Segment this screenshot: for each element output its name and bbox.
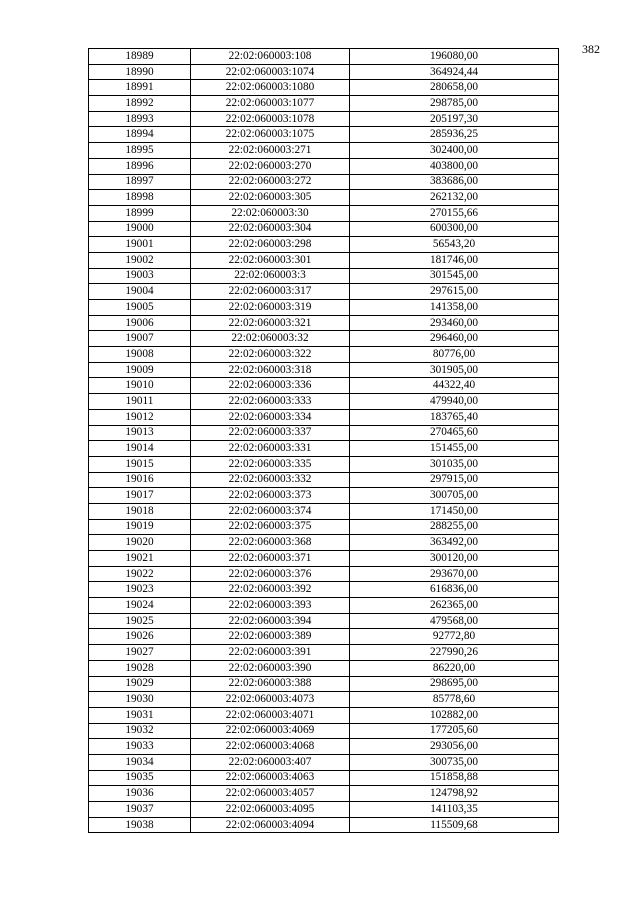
cadastral-number-cell: 22:02:060003:4073 (191, 692, 350, 708)
row-number-cell: 19034 (89, 754, 191, 770)
row-number-cell: 19022 (89, 566, 191, 582)
cadastral-number-cell: 22:02:060003:4069 (191, 723, 350, 739)
cadastral-value-cell: 115509,68 (350, 817, 559, 833)
row-number-cell: 19010 (89, 378, 191, 394)
table-row (89, 754, 559, 770)
cadastral-value-cell: 363492,00 (350, 535, 559, 551)
cadastral-number-cell: 22:02:060003:368 (191, 535, 350, 551)
cadastral-number-cell: 22:02:060003:4063 (191, 770, 350, 786)
row-number-cell: 19009 (89, 362, 191, 378)
row-number-cell: 19021 (89, 551, 191, 567)
table-row (89, 221, 559, 237)
cadastral-value-cell: 300705,00 (350, 488, 559, 504)
cadastral-value-cell: 383686,00 (350, 174, 559, 190)
cadastral-value-cell: 298785,00 (350, 96, 559, 112)
row-number-cell: 19000 (89, 221, 191, 237)
table-row (89, 802, 559, 818)
cadastral-number-cell: 22:02:060003:371 (191, 551, 350, 567)
cadastral-value-cell: 44322,40 (350, 378, 559, 394)
table-row (89, 252, 559, 268)
cadastral-value-cell: 56543,20 (350, 237, 559, 253)
cadastral-value-cell: 300735,00 (350, 754, 559, 770)
cadastral-number-cell: 22:02:060003:4071 (191, 707, 350, 723)
table-row (89, 535, 559, 551)
row-number-cell: 19008 (89, 347, 191, 363)
row-number-cell: 18992 (89, 96, 191, 112)
cadastral-value-cell: 301035,00 (350, 456, 559, 472)
cadastral-number-cell: 22:02:060003:271 (191, 143, 350, 159)
cadastral-value-cell: 151455,00 (350, 441, 559, 457)
table-row (89, 441, 559, 457)
table-row (89, 237, 559, 253)
cadastral-number-cell: 22:02:060003:298 (191, 237, 350, 253)
cadastral-number-cell: 22:02:060003:32 (191, 331, 350, 347)
cadastral-value-cell: 293460,00 (350, 315, 559, 331)
cadastral-number-cell: 22:02:060003:393 (191, 598, 350, 614)
table-row (89, 96, 559, 112)
row-number-cell: 18990 (89, 64, 191, 80)
row-number-cell: 19004 (89, 284, 191, 300)
cadastral-value-cell: 301545,00 (350, 268, 559, 284)
row-number-cell: 19032 (89, 723, 191, 739)
cadastral-value-cell: 298695,00 (350, 676, 559, 692)
row-number-cell: 19026 (89, 629, 191, 645)
cadastral-value-cell: 270155,66 (350, 205, 559, 221)
cadastral-number-cell: 22:02:060003:373 (191, 488, 350, 504)
cadastral-value-cell: 141103,35 (350, 802, 559, 818)
cadastral-value-cell: 227990,26 (350, 645, 559, 661)
table-row (89, 645, 559, 661)
cadastral-value-cell: 479568,00 (350, 613, 559, 629)
table-row (89, 598, 559, 614)
table-row (89, 64, 559, 80)
cadastral-number-cell: 22:02:060003:3 (191, 268, 350, 284)
cadastral-number-cell: 22:02:060003:1078 (191, 111, 350, 127)
cadastral-value-cell: 124798,92 (350, 786, 559, 802)
table-row (89, 268, 559, 284)
table-row (89, 707, 559, 723)
cadastral-value-cell: 285936,25 (350, 127, 559, 143)
table-row (89, 158, 559, 174)
row-number-cell: 19002 (89, 252, 191, 268)
cadastral-number-cell: 22:02:060003:392 (191, 582, 350, 598)
table-row (89, 472, 559, 488)
cadastral-number-cell: 22:02:060003:30 (191, 205, 350, 221)
row-number-cell: 18999 (89, 205, 191, 221)
row-number-cell: 19031 (89, 707, 191, 723)
row-number-cell: 18994 (89, 127, 191, 143)
row-number-cell: 19005 (89, 300, 191, 316)
cadastral-value-cell: 302400,00 (350, 143, 559, 159)
cadastral-number-cell: 22:02:060003:1080 (191, 80, 350, 96)
row-number-cell: 19025 (89, 613, 191, 629)
cadastral-number-cell: 22:02:060003:331 (191, 441, 350, 457)
row-number-cell: 18989 (89, 49, 191, 65)
row-number-cell: 19014 (89, 441, 191, 457)
cadastral-number-cell: 22:02:060003:4068 (191, 739, 350, 755)
cadastral-value-cell: 600300,00 (350, 221, 559, 237)
table-row (89, 174, 559, 190)
cadastral-number-cell: 22:02:060003:318 (191, 362, 350, 378)
cadastral-number-cell: 22:02:060003:317 (191, 284, 350, 300)
cadastral-value-cell: 297615,00 (350, 284, 559, 300)
cadastral-value-cell: 85778,60 (350, 692, 559, 708)
cadastral-number-cell: 22:02:060003:389 (191, 629, 350, 645)
cadastral-number-cell: 22:02:060003:1077 (191, 96, 350, 112)
cadastral-number-cell: 22:02:060003:332 (191, 472, 350, 488)
cadastral-number-cell: 22:02:060003:407 (191, 754, 350, 770)
cadastral-value-cell: 80776,00 (350, 347, 559, 363)
table-row (89, 143, 559, 159)
table-row (89, 551, 559, 567)
row-number-cell: 18991 (89, 80, 191, 96)
row-number-cell: 19007 (89, 331, 191, 347)
cadastral-value-cell: 181746,00 (350, 252, 559, 268)
row-number-cell: 19001 (89, 237, 191, 253)
cadastral-number-cell: 22:02:060003:322 (191, 347, 350, 363)
cadastral-number-cell: 22:02:060003:272 (191, 174, 350, 190)
cadastral-number-cell: 22:02:060003:4095 (191, 802, 350, 818)
cadastral-value-cell: 293670,00 (350, 566, 559, 582)
cadastral-number-cell: 22:02:060003:108 (191, 49, 350, 65)
cadastral-value-cell: 92772,80 (350, 629, 559, 645)
table-row (89, 315, 559, 331)
row-number-cell: 19003 (89, 268, 191, 284)
cadastral-value-cell: 196080,00 (350, 49, 559, 65)
table-row (89, 739, 559, 755)
table-row (89, 613, 559, 629)
cadastral-value-cell: 183765,40 (350, 409, 559, 425)
table-row (89, 205, 559, 221)
row-number-cell: 19011 (89, 394, 191, 410)
cadastral-number-cell: 22:02:060003:388 (191, 676, 350, 692)
cadastral-number-cell: 22:02:060003:335 (191, 456, 350, 472)
cadastral-number-cell: 22:02:060003:321 (191, 315, 350, 331)
row-number-cell: 19029 (89, 676, 191, 692)
cadastral-number-cell: 22:02:060003:336 (191, 378, 350, 394)
cadastral-number-cell: 22:02:060003:1075 (191, 127, 350, 143)
cadastral-value-cell: 151858,88 (350, 770, 559, 786)
table-row (89, 80, 559, 96)
table-row (89, 692, 559, 708)
cadastral-value-cell: 171450,00 (350, 503, 559, 519)
cadastral-value-cell: 616836,00 (350, 582, 559, 598)
cadastral-number-cell: 22:02:060003:333 (191, 394, 350, 410)
cadastral-number-cell: 22:02:060003:319 (191, 300, 350, 316)
table-row (89, 770, 559, 786)
row-number-cell: 18998 (89, 190, 191, 206)
table-row (89, 425, 559, 441)
row-number-cell: 19019 (89, 519, 191, 535)
cadastral-value-cell: 270465,60 (350, 425, 559, 441)
row-number-cell: 18993 (89, 111, 191, 127)
table-row (89, 676, 559, 692)
table-row (89, 786, 559, 802)
page-number: 382 (582, 42, 600, 56)
table-row (89, 409, 559, 425)
row-number-cell: 19018 (89, 503, 191, 519)
cadastral-value-cell: 479940,00 (350, 394, 559, 410)
cadastral-value-cell: 205197,30 (350, 111, 559, 127)
table-row (89, 503, 559, 519)
row-number-cell: 19037 (89, 802, 191, 818)
table-row (89, 284, 559, 300)
cadastral-number-cell: 22:02:060003:376 (191, 566, 350, 582)
cadastral-number-cell: 22:02:060003:4057 (191, 786, 350, 802)
table-row (89, 347, 559, 363)
table-row (89, 456, 559, 472)
cadastral-value-cell: 293056,00 (350, 739, 559, 755)
cadastral-number-cell: 22:02:060003:301 (191, 252, 350, 268)
cadastral-number-cell: 22:02:060003:304 (191, 221, 350, 237)
cadastral-value-table (88, 48, 559, 833)
table-row (89, 817, 559, 833)
table-row (89, 378, 559, 394)
cadastral-number-cell: 22:02:060003:4094 (191, 817, 350, 833)
table-row (89, 660, 559, 676)
cadastral-value-cell: 403800,00 (350, 158, 559, 174)
row-number-cell: 19038 (89, 817, 191, 833)
table-row (89, 49, 559, 65)
cadastral-value-cell: 300120,00 (350, 551, 559, 567)
table-row (89, 629, 559, 645)
table-row (89, 190, 559, 206)
row-number-cell: 19012 (89, 409, 191, 425)
row-number-cell: 19027 (89, 645, 191, 661)
cadastral-value-cell: 288255,00 (350, 519, 559, 535)
cadastral-value-cell: 296460,00 (350, 331, 559, 347)
row-number-cell: 19023 (89, 582, 191, 598)
row-number-cell: 19013 (89, 425, 191, 441)
cadastral-value-cell: 141358,00 (350, 300, 559, 316)
cadastral-value-cell: 297915,00 (350, 472, 559, 488)
cadastral-value-cell: 364924,44 (350, 64, 559, 80)
cadastral-number-cell: 22:02:060003:337 (191, 425, 350, 441)
cadastral-value-cell: 102882,00 (350, 707, 559, 723)
row-number-cell: 18997 (89, 174, 191, 190)
cadastral-number-cell: 22:02:060003:391 (191, 645, 350, 661)
table-row (89, 519, 559, 535)
table-row (89, 331, 559, 347)
cadastral-value-cell: 177205,60 (350, 723, 559, 739)
cadastral-value-cell: 301905,00 (350, 362, 559, 378)
row-number-cell: 19015 (89, 456, 191, 472)
cadastral-number-cell: 22:02:060003:270 (191, 158, 350, 174)
table-row (89, 488, 559, 504)
table-row (89, 394, 559, 410)
table-row (89, 127, 559, 143)
table-row (89, 582, 559, 598)
cadastral-value-cell: 262132,00 (350, 190, 559, 206)
table-row (89, 111, 559, 127)
cadastral-number-cell: 22:02:060003:394 (191, 613, 350, 629)
row-number-cell: 19016 (89, 472, 191, 488)
row-number-cell: 18996 (89, 158, 191, 174)
table-row (89, 300, 559, 316)
cadastral-number-cell: 22:02:060003:374 (191, 503, 350, 519)
cadastral-number-cell: 22:02:060003:334 (191, 409, 350, 425)
row-number-cell: 19020 (89, 535, 191, 551)
cadastral-value-cell: 86220,00 (350, 660, 559, 676)
row-number-cell: 19017 (89, 488, 191, 504)
cadastral-number-cell: 22:02:060003:305 (191, 190, 350, 206)
row-number-cell: 19035 (89, 770, 191, 786)
row-number-cell: 19028 (89, 660, 191, 676)
row-number-cell: 19030 (89, 692, 191, 708)
row-number-cell: 19024 (89, 598, 191, 614)
cadastral-value-cell: 262365,00 (350, 598, 559, 614)
table-row (89, 566, 559, 582)
cadastral-number-cell: 22:02:060003:1074 (191, 64, 350, 80)
row-number-cell: 19036 (89, 786, 191, 802)
row-number-cell: 19006 (89, 315, 191, 331)
table-body (89, 49, 559, 833)
table-row (89, 723, 559, 739)
cadastral-value-cell: 280658,00 (350, 80, 559, 96)
table-row (89, 362, 559, 378)
cadastral-number-cell: 22:02:060003:390 (191, 660, 350, 676)
row-number-cell: 19033 (89, 739, 191, 755)
cadastral-number-cell: 22:02:060003:375 (191, 519, 350, 535)
row-number-cell: 18995 (89, 143, 191, 159)
